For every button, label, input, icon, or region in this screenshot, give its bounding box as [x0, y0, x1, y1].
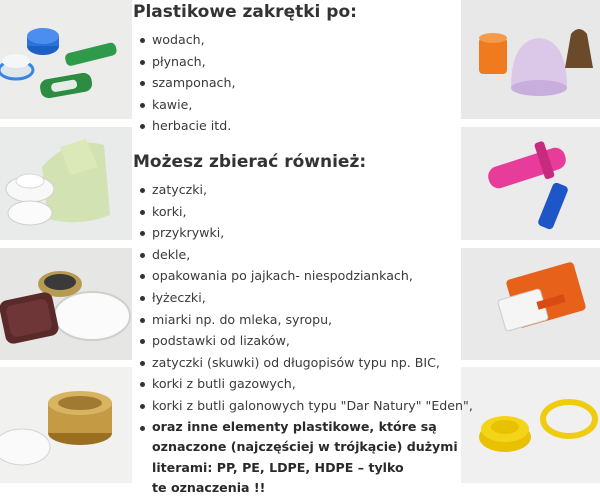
list-item: zatyczki, — [133, 179, 473, 201]
list-also-collect — [133, 179, 473, 499]
final-note-line: te oznaczenia !! — [152, 480, 266, 496]
photo-orange-purple-brown-caps — [461, 0, 600, 119]
final-note-line: oraz inne elementy plastikowe, które są — [152, 418, 437, 434]
list-item: korki z butli galonowych typu "Dar Natury" "Eden", — [133, 395, 473, 417]
photo-green-blue-caps — [0, 0, 132, 119]
list-plastic-caps — [133, 29, 235, 137]
photo-orange-container — [461, 248, 600, 360]
list-item: miarki np. do mleka, syropu, — [133, 309, 473, 331]
photo-gold-cap — [0, 367, 132, 483]
list-item: podstawki od lizaków, — [133, 330, 473, 352]
photo-yellow-cap-ring — [461, 367, 600, 483]
list-item: zatyczki (skuwki) od długopisów typu np. BIC, — [133, 352, 473, 374]
heading-plastic-caps: Plastikowe zakrętki po: — [133, 2, 357, 22]
list-item: wodach, — [133, 29, 235, 51]
final-note-line: literami: PP, PE, LDPE, HDPE – tylko — [152, 459, 404, 475]
list-item: opakowania po jajkach- niespodziankach, — [133, 265, 473, 287]
list-item-final-note — [133, 417, 473, 499]
final-note-line: oznaczone (najczęściej w trójkącie) dużymi — [152, 439, 458, 455]
list-item: herbacie itd. — [133, 115, 235, 137]
photo-white-caps-flip-lid — [0, 127, 132, 240]
list-item: przykrywki, — [133, 222, 473, 244]
list-item: kawie, — [133, 94, 235, 116]
heading-also-collect: Możesz zbierać również: — [133, 152, 367, 172]
photo-pink-blue-pen-caps — [461, 127, 600, 240]
list-item: dekle, — [133, 244, 473, 266]
list-item: płynach, — [133, 51, 235, 73]
list-item: korki, — [133, 201, 473, 223]
list-item: szamponach, — [133, 72, 235, 94]
photo-brown-lid-metal-cap — [0, 248, 132, 360]
list-item: korki z butli gazowych, — [133, 373, 473, 395]
list-item: łyżeczki, — [133, 287, 473, 309]
